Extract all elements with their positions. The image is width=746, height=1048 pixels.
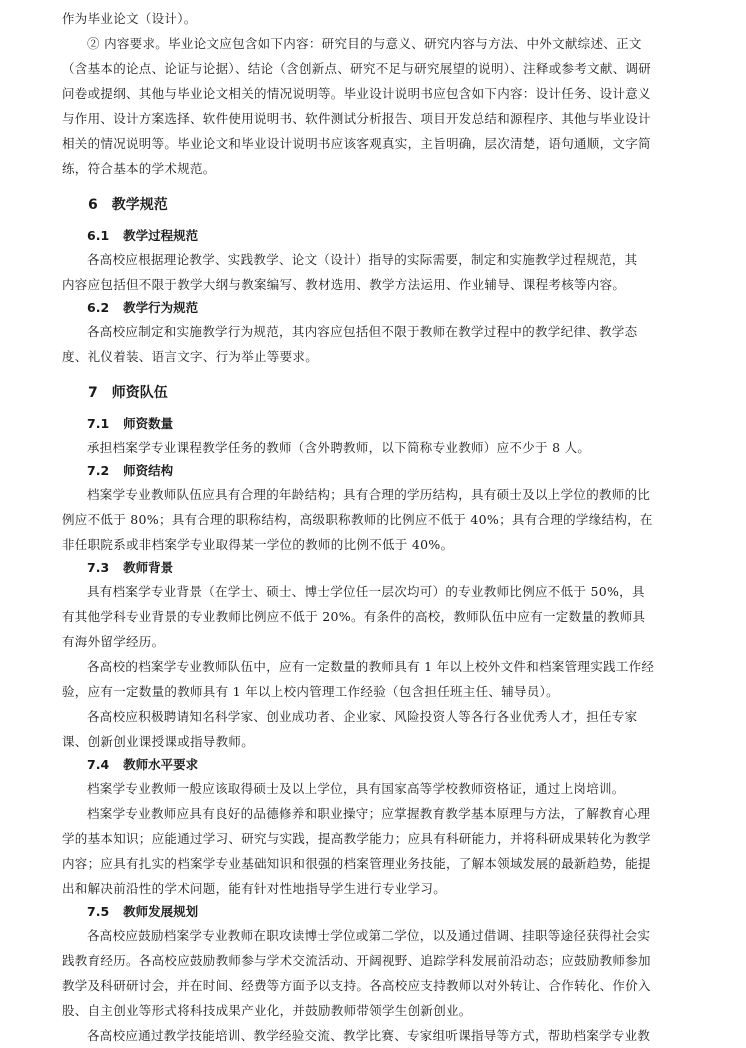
text-line: 相关的情况说明等。毕业论文和毕业设计说明书应该客观真实，主旨明确，层次清楚，语句通顺，文字简 bbox=[62, 136, 651, 151]
text-line: 各高校应通过教学技能培训、教学经验交流、教学比赛、专家组听课指导等方式，帮助档案学专业教 bbox=[87, 1028, 651, 1043]
text-line: 股、自主创业等形式将科技成果产业化，并鼓励教师带领学生创新创业。 bbox=[62, 1003, 472, 1018]
text-line: 有其他学科专业背景的专业教师比例应不低于 20%。有条件的高校，教师队伍中应有一定数量的教师具 bbox=[62, 609, 646, 624]
text-line: （含基本的论点、论证与论据）、结论（含创新点、研究不足与研究展望的说明）、注释或参考文献、调研 bbox=[62, 61, 652, 76]
subsection-heading-6-2: 6.2 教学行为规范 bbox=[87, 300, 199, 315]
text-line: 练，符合基本的学术规范。 bbox=[62, 161, 216, 176]
text-line: 课、创新创业课授课或指导教师。 bbox=[62, 734, 255, 749]
text-line: 内容；应具有扎实的档案学专业基础知识和很强的档案管理业务技能，了解本领域发展的最新趋势，能提 bbox=[62, 856, 651, 871]
text-line: 践教育经历。各高校应鼓励教师参与学术交流活动、开阔视野、追踪学科发展前沿动态；应鼓励教师参加 bbox=[62, 953, 651, 968]
text-line: 档案学专业教师应具有良好的品德修养和职业操守；应掌握教育教学基本原理与方法，了解教育心理 bbox=[87, 806, 651, 821]
text-line: 各高校的档案学专业教师队伍中，应有一定数量的教师具有 1 年以上校外文件和档案管理实践工作经 bbox=[87, 659, 655, 674]
text-line: 非任职院系或非档案学专业取得某一学位的教师的比例不低于 40%。 bbox=[62, 537, 454, 552]
paragraph-block bbox=[62, 435, 710, 460]
text-line: 有海外留学经历。 bbox=[62, 634, 165, 649]
section-heading-6: 6 教学规范 bbox=[88, 197, 168, 213]
paragraph-block bbox=[62, 923, 710, 1048]
paragraph-block bbox=[62, 6, 710, 181]
text-line: 教学及科研研讨会，并在时间、经费等方面予以支持。各高校应支持教师以对外转让、合作转化、作价入 bbox=[62, 978, 651, 993]
subsection-heading-7-2: 7.2 师资结构 bbox=[87, 463, 174, 478]
paragraph-block bbox=[62, 247, 710, 297]
text-line: 与作用、设计方案选择、软件使用说明书、软件测试分析报告、项目开发总结和源程序、其他与毕业设计 bbox=[62, 111, 651, 126]
text-line: 档案学专业教师队伍应具有合理的年龄结构；具有合理的学历结构，具有硕士及以上学位的教师的比 bbox=[87, 487, 651, 502]
subsection-heading-6-1: 6.1 教学过程规范 bbox=[87, 228, 199, 243]
text-line: 承担档案学专业课程教学任务的教师（含外聘教师，以下简称专业教师）应不少于 8 人。 bbox=[87, 440, 591, 455]
paragraph-block bbox=[62, 482, 710, 557]
text-line: 问卷或提纲、其他与毕业论文相关的情况说明等。毕业设计说明书应包含如下内容：设计任务、设计意义 bbox=[62, 86, 651, 101]
subsection-heading-7-5: 7.5 教师发展规划 bbox=[87, 904, 199, 919]
subsection-heading-7-1: 7.1 师资数量 bbox=[87, 416, 174, 431]
text-line: 例应不低于 80%；具有合理的职称结构，高级职称教师的比例应不低于 40%；具有合理的学缘结构，在 bbox=[62, 512, 653, 527]
text-line: 验，应有一定数量的教师具有 1 年以上校内管理工作经验（包含担任班主任、辅导员）。 bbox=[62, 684, 559, 699]
subsection-heading-7-4: 7.4 教师水平要求 bbox=[87, 757, 199, 772]
subsection-heading-7-3: 7.3 教师背景 bbox=[87, 560, 174, 575]
text-line: 各高校应鼓励档案学专业教师在职攻读博士学位或第二学位，以及通过借调、挂职等途径获得社会实 bbox=[87, 928, 651, 943]
text-line: 度、礼仪着装、语言文字、行为举止等要求。 bbox=[62, 349, 319, 364]
text-line: 出和解决前沿性的学术问题，能有针对性地指导学生进行专业学习。 bbox=[62, 881, 447, 896]
text-line: 内容应包括但不限于教学大纲与教案编写、教材选用、教学方法运用、作业辅导、课程考核等内容。 bbox=[62, 277, 626, 292]
text-line: 档案学专业教师一般应该取得硕士及以上学位，具有国家高等学校教师资格证，通过上岗培训。 bbox=[87, 781, 625, 796]
paragraph-block bbox=[62, 579, 710, 754]
text-line: 各高校应根据理论教学、实践教学、论文（设计）指导的实际需要，制定和实施教学过程规范，其 bbox=[87, 252, 638, 267]
text-line: 各高校应制定和实施教学行为规范，其内容应包括但不限于教师在教学过程中的教学纪律、教学态 bbox=[87, 324, 638, 339]
section-heading-7: 7 师资队伍 bbox=[88, 385, 168, 401]
text-line: 作为毕业论文（设计）。 bbox=[62, 11, 197, 26]
text-line: 各高校应积极聘请知名科学家、创业成功者、企业家、风险投资人等各行各业优秀人才，担任专家 bbox=[87, 709, 638, 724]
paragraph-block bbox=[62, 776, 710, 901]
text-line: ② 内容要求。毕业论文应包含如下内容：研究目的与意义、研究内容与方法、中外文献综述、正文 bbox=[87, 36, 642, 51]
text-line: 学的基本知识；应能通过学习、研究与实践，提高教学能力；应具有科研能力，并将科研成果转化为教学 bbox=[62, 831, 651, 846]
paragraph-block bbox=[62, 319, 710, 369]
text-line: 具有档案学专业背景（在学士、硕士、博士学位任一层次均可）的专业教师比例应不低于 50%，具 bbox=[87, 584, 645, 599]
